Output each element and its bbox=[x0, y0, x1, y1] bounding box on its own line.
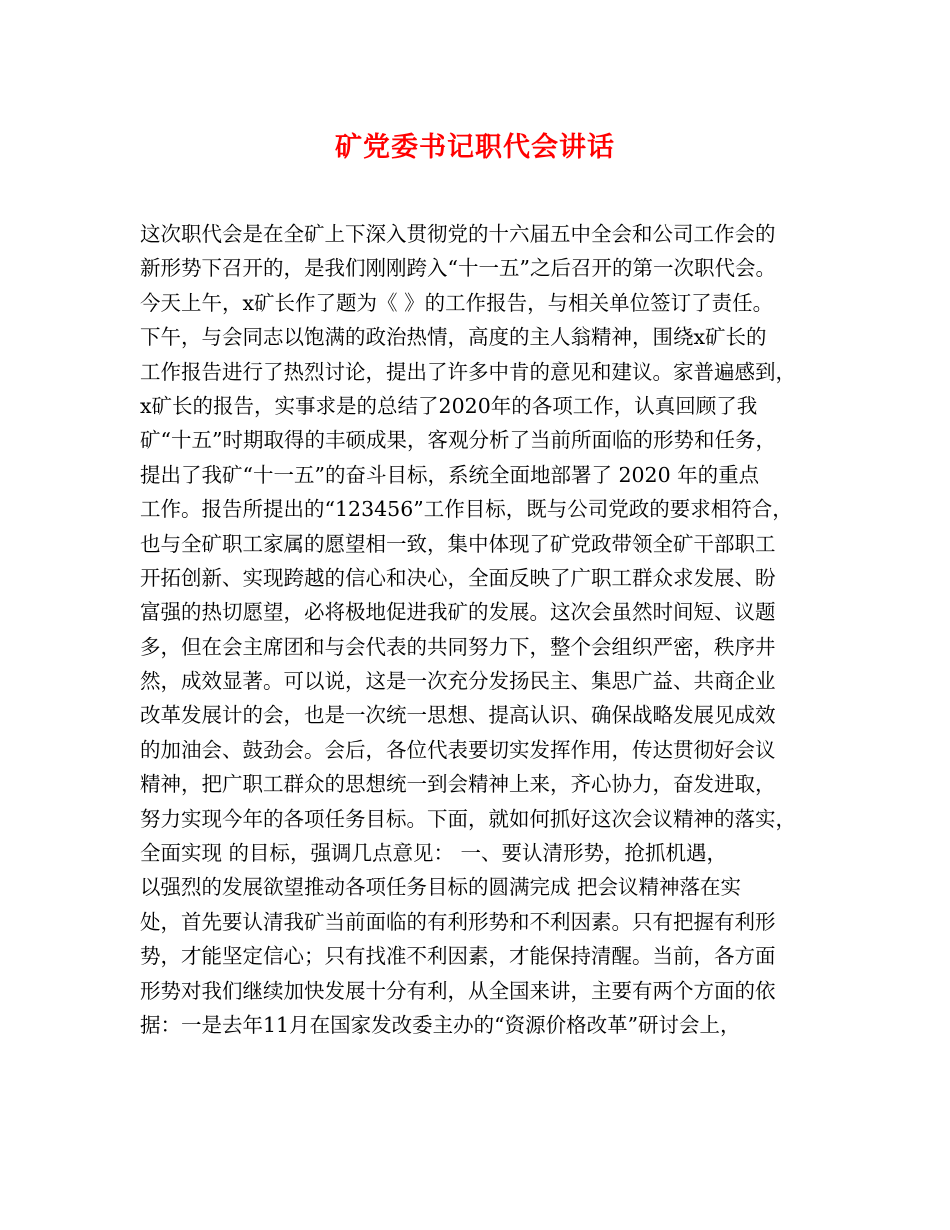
body-line: 以强烈的发展欲望推动各项任务目标的圆满完成 把会议精神落在实 bbox=[140, 875, 742, 900]
body-line: 今天上午，x矿长作了题为《 》的工作报告，与相关单位签订了责任。 bbox=[140, 290, 774, 315]
document-body bbox=[140, 217, 830, 1042]
body-line: 下午，与会同志以饱满的政治热情，高度的主人翁精神，围绕x矿长的 bbox=[140, 325, 767, 350]
body-line: 新形势下召开的，是我们刚刚跨入“十一五”之后召开的第一次职代会。 bbox=[140, 256, 776, 281]
body-line: x矿长的报告，实事求是的总结了2020年的各项工作，认真回顾了我 bbox=[140, 393, 758, 418]
body-line: 的加油会、鼓劲会。会后，各位代表要切实发挥作用，传达贯彻好会议 bbox=[140, 737, 776, 762]
body-line: 势，才能坚定信心；只有找准不利因素，才能保持清醒。当前，各方面 bbox=[140, 944, 776, 969]
body-line: 工作。报告所提出的“123456”工作目标，既与公司党政的要求相符合， bbox=[140, 497, 793, 522]
body-line: 全面实现 的目标，强调几点意见： 一、要认清形势，抢抓机遇， bbox=[140, 841, 728, 866]
body-line: 多，但在会主席团和与会代表的共同努力下，整个会组织严密，秩序井 bbox=[140, 634, 776, 659]
body-line: 提出了我矿“十一五”的奋斗目标，系统全面地部署了 2020 年的重点 bbox=[140, 462, 760, 487]
body-line: 努力实现今年的各项任务目标。下面，就如何抓好这次会议精神的落实， bbox=[140, 806, 796, 831]
document-title: 矿党委书记职代会讲话 bbox=[335, 132, 615, 163]
body-line: 精神，把广职工群众的思想统一到会精神上来，齐心协力，奋发进取， bbox=[140, 772, 776, 797]
body-line: 这次职代会是在全矿上下深入贯彻党的十六届五中全会和公司工作会的 bbox=[140, 222, 776, 246]
body-line: 形势对我们继续加快发展十分有利，从全国来讲，主要有两个方面的依 bbox=[140, 978, 776, 1003]
body-line: 开拓创新、实现跨越的信心和决心，全面反映了广职工群众求发展、盼 bbox=[140, 565, 776, 590]
body-line: 工作报告进行了热烈讨论，提出了许多中肯的意见和建议。家普遍感到， bbox=[140, 359, 796, 384]
body-line: 然，成效显著。可以说，这是一次充分发扬民主、集思广益、共商企业 bbox=[140, 669, 776, 694]
body-line: 也与全矿职工家属的愿望相一致，集中体现了矿党政带领全矿干部职工 bbox=[140, 531, 776, 556]
body-line: 改革发展计的会，也是一次统一思想、提高认识、确保战略发展见成效 bbox=[140, 703, 776, 728]
body-line: 据：一是去年11月在国家发改委主办的“资源价格改革”研讨会上， bbox=[140, 1012, 741, 1037]
body-line: 富强的热切愿望，必将极地促进我矿的发展。这次会虽然时间短、议题 bbox=[140, 600, 776, 625]
body-line: 处，首先要认清我矿当前面临的有利形势和不利因素。只有把握有利形 bbox=[140, 909, 776, 934]
body-line: 矿“十五”时期取得的丰硕成果，客观分析了当前所面临的形势和任务， bbox=[140, 428, 776, 453]
